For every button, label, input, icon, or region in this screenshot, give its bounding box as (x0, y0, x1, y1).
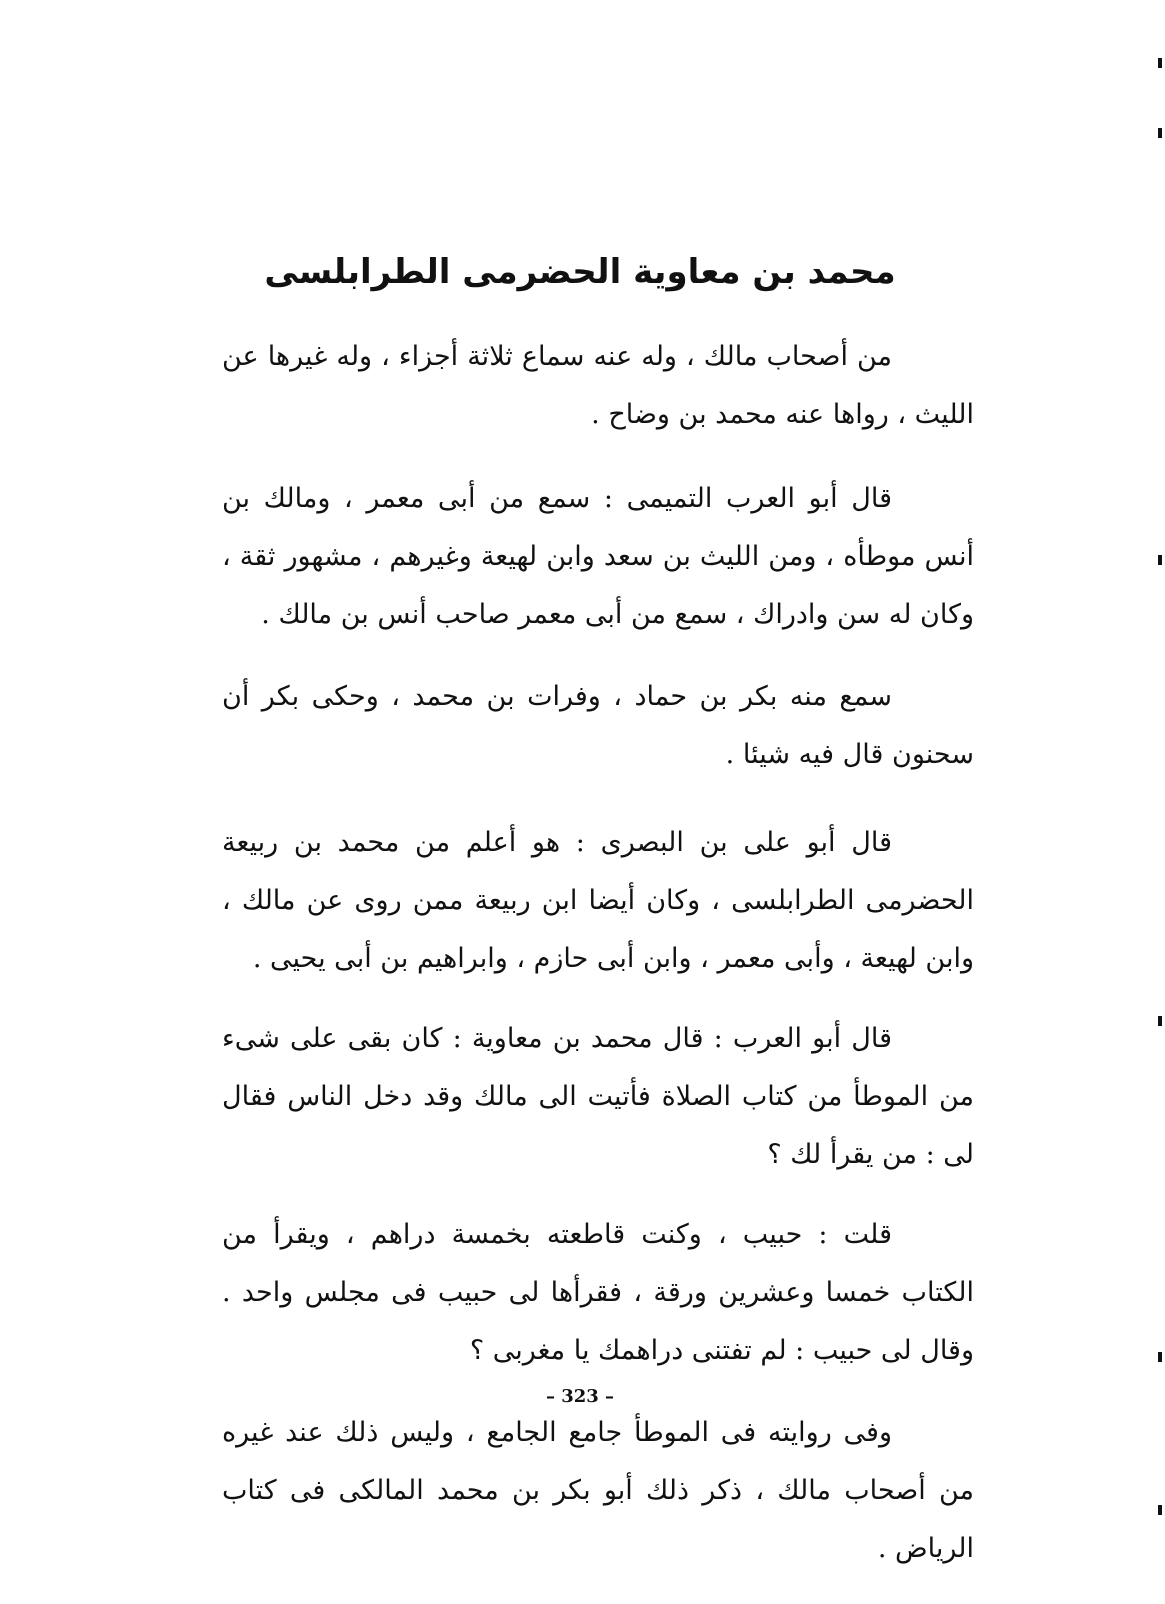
paragraph: من أصحاب مالك ، وله عنه سماع ثلاثة أجزاء ، وله غيرها عن الليث ، رواها عنه محمد بن وضاح . (222, 341, 974, 430)
paragraph: قال أبو العرب التميمى : سمع من أبى معمر ، ومالك بن أنس موطأه ، ومن الليث بن سعد وابن لهيعة وغيرهم ، مشهور ثقة ، وكان له سن وادراك ، سمع من أبى معمر صاحب أنس بن مالك . (222, 483, 974, 630)
scan-edge-mark (1158, 128, 1162, 138)
page-number: – 323 – (545, 1386, 615, 1407)
scan-edge-mark (1158, 1352, 1162, 1362)
scan-edge-mark (1158, 555, 1162, 565)
paragraph: قال أبو على بن البصرى : هو أعلم من محمد بن ربيعة الحضرمى الطرابلسى ، وكان أيضا ابن ربيعة ممن روى عن مالك ، وابن لهيعة ، وأبى معمر ، وابن أبى حازم ، وابراهيم بن أبى يحيى . (222, 827, 974, 974)
scan-edge-mark (1158, 58, 1162, 68)
paragraph: سمع منه بكر بن حماد ، وفرات بن محمد ، وحكى بكر أن سحنون قال فيه شيئا . (222, 681, 974, 770)
page-heading: محمد بن معاوية الحضرمى الطرابلسى (264, 252, 896, 292)
scan-edge-mark (1158, 1016, 1162, 1026)
paragraph: قال أبو العرب : قال محمد بن معاوية : كان بقى على شىء من الموطأ من كتاب الصلاة فأتيت الى مالك وقد دخل الناس فقال لى : من يقرأ لك ؟ (222, 1023, 974, 1170)
scan-edge-mark (1158, 1505, 1162, 1515)
paragraph: وفى روايته فى الموطأ جامع الجامع ، وليس ذلك عند غيره من أصحاب مالك ، ذكر ذلك أبو بكر بن محمد المالكى فى كتاب الرياض . (222, 1417, 974, 1564)
paragraph: قلت : حبيب ، وكنت قاطعته بخمسة دراهم ، ويقرأ من الكتاب خمسا وعشرين ورقة ، فقرأها لى حبيب فى مجلس واحد . وقال لى حبيب : لم تفتنى دراهمك يا مغربى ؟ (222, 1219, 974, 1366)
